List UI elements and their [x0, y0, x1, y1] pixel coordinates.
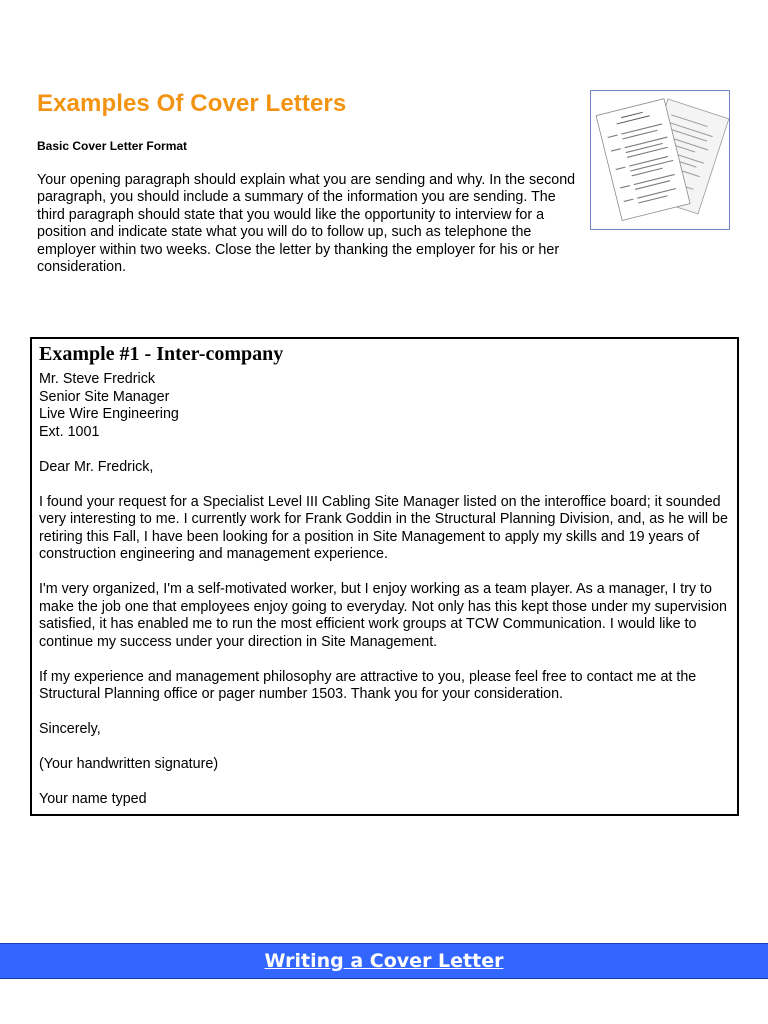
letter-paragraph: If my experience and management philosophy are attractive to you, please feel free to contact me at the Structural Planning office or pager number 1503. Thank you for your consideration.	[39, 668, 697, 702]
salutation: Dear Mr. Fredrick,	[39, 458, 154, 475]
intro-paragraph: Your opening paragraph should explain what you are sending and why. In the second paragraph, you should include a summary of the information you are sending. The third paragraph should state that you would like the opportunity to interview for a position and indicate state what you will do to follow up, such as telephone the employer within two weeks. Close the letter by thanking the employer for his or her consideration.	[37, 172, 576, 276]
page-title: Examples Of Cover Letters	[37, 90, 347, 117]
address-line: Senior Site Manager	[39, 388, 170, 405]
address-line: Ext. 1001	[39, 423, 100, 440]
signature-placeholder: (Your handwritten signature)	[39, 756, 219, 772]
section-subtitle: Basic Cover Letter Format	[37, 139, 188, 153]
resume-thumbnail-image	[590, 90, 730, 230]
writing-cover-letter-link[interactable]: Writing a Cover Letter	[264, 950, 504, 972]
address-line: Live Wire Engineering	[39, 406, 179, 422]
typed-name: Your name typed	[39, 791, 147, 807]
example-letter-box	[30, 337, 739, 816]
letter-paragraph: I found your request for a Specialist Level III Cabling Site Manager listed on the interoffice board; it sounded very interesting to me. I currently work for Frank Goddin in the Structural Planning Division, and, as he will be retiring this Fall, I have been looking for a position in Site Management to apply my skills and 19 years of construction engineering and management experience.	[39, 493, 728, 562]
closing: Sincerely,	[39, 721, 101, 737]
letter-paragraph: I'm very organized, I'm a self-motivated worker, but I enjoy working as a team player. As a manager, I try to make the job one that employees enjoy going to everyday. Not only has this kept those under my supervision satisfied, it has enabled me to run the most efficient work groups at TCW Communication. I would like to continue my success under your direction in Site Management.	[39, 581, 727, 650]
example-heading: Example #1 - Inter-company	[39, 343, 284, 365]
footer-bar	[0, 943, 768, 979]
example-letter	[39, 371, 730, 809]
resume-documents-icon	[591, 91, 729, 229]
address-line: Mr. Steve Fredrick	[39, 371, 155, 387]
recipient-address	[39, 371, 730, 441]
